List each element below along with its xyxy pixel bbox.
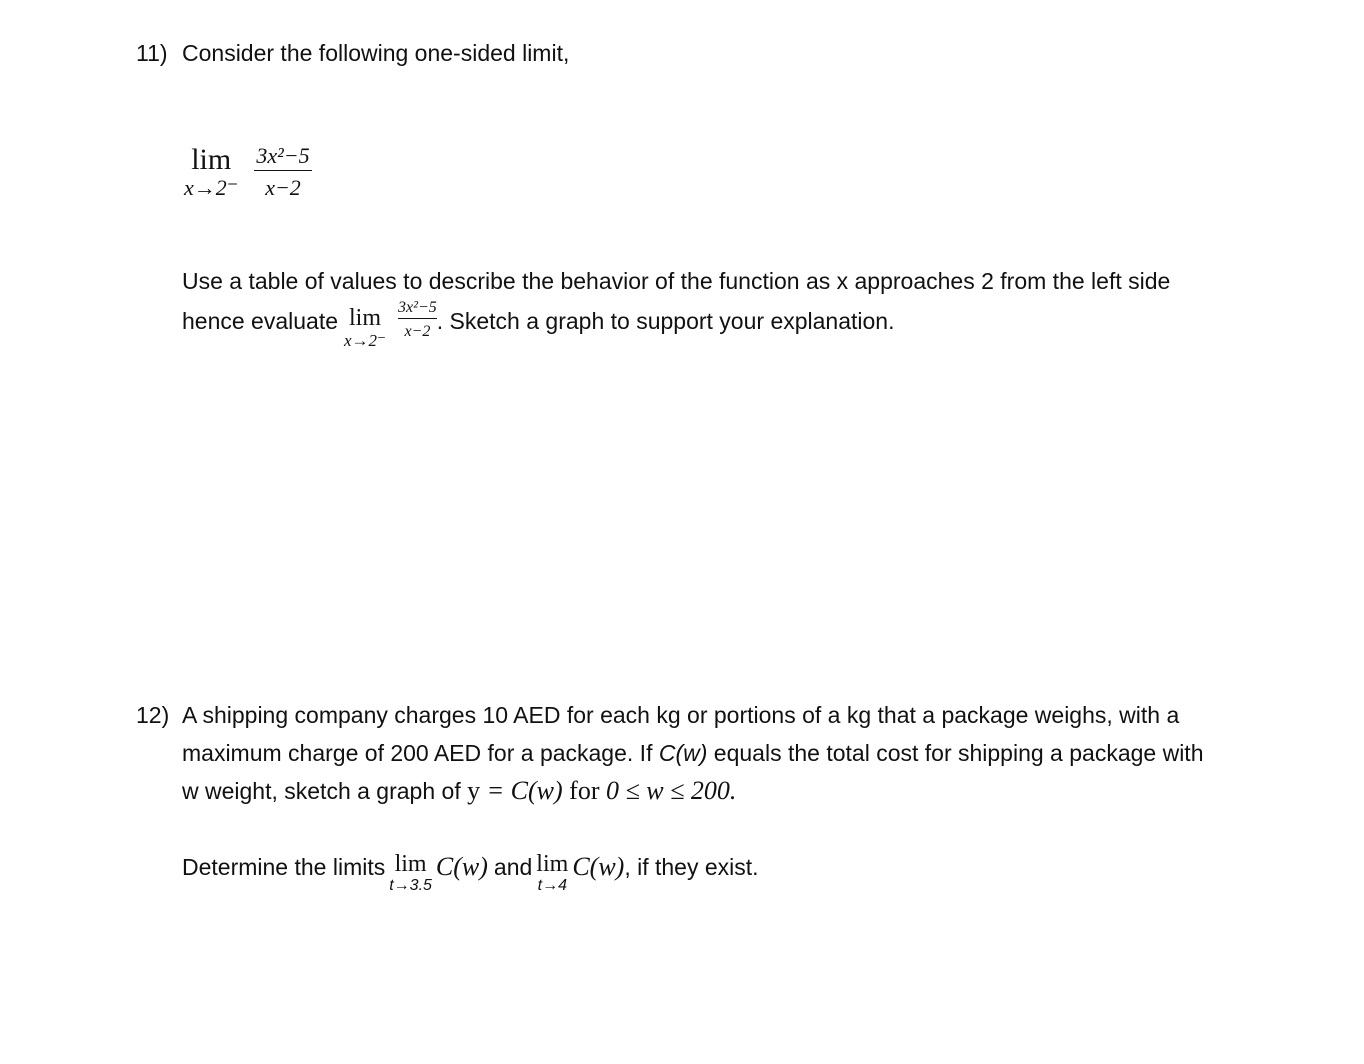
question-12-line2 [182, 740, 1204, 767]
line2-after: equals the total cost for shipping a package with [707, 740, 1204, 766]
limit2-operator [536, 852, 568, 894]
limit1-word: lim [394, 851, 427, 877]
limit1-operator [389, 852, 432, 894]
question-11-description-line2 [182, 298, 895, 350]
limit2-word: lim [536, 851, 569, 877]
question-12-line1: A shipping company charges 10 AED for each kg or portions of a kg that a package weighs, with a [182, 702, 1180, 728]
inline-fraction-numerator: 3x²−5 [398, 298, 437, 316]
inline-limit-fraction [398, 300, 437, 340]
fraction-numerator: 3x²−5 [256, 143, 310, 168]
line3-before: w weight, sketch a graph of [182, 778, 468, 804]
question-11-description-line1: Use a table of values to describe the behavior of the function as x approaches 2 from the left side [182, 268, 1171, 294]
inline-limit-subscript: x→2⁻ [344, 331, 387, 350]
equation-for: for [562, 776, 606, 805]
line4-and: and [493, 853, 533, 880]
question-11-number: 11) [136, 40, 168, 66]
question-12-line4 [182, 846, 759, 894]
line4-before: Determine the limits [182, 853, 386, 880]
fraction-denominator: x−2 [265, 175, 301, 200]
limit2-subscript: t→4 [537, 877, 567, 894]
description-before-text: hence evaluate [182, 308, 339, 334]
limit1-subscript: t→3.5 [389, 877, 432, 894]
question-12-line3 [182, 776, 736, 806]
line4-after: , if they exist. [624, 853, 759, 880]
line2-cost-function: C(w) [658, 740, 708, 766]
description-after-text: . Sketch a graph to support your explanation. [436, 308, 895, 334]
line2-before: maximum charge of 200 AED for a package. If [182, 740, 659, 766]
limit-subscript: x→2⁻ [184, 175, 239, 200]
limit2-expression: C(w) [572, 852, 625, 881]
limit1-expression: C(w) [435, 852, 488, 881]
inline-limit-operator [344, 306, 386, 349]
inline-limit-word: lim [349, 305, 382, 331]
limit-word: lim [191, 143, 232, 176]
limit-operator [184, 145, 238, 199]
equation-rest: = C(w) [480, 776, 563, 805]
equation-range: 0 ≤ w ≤ 200. [605, 776, 737, 805]
equation-y: y [467, 776, 481, 805]
question-11-intro: Consider the following one-sided limit, [182, 40, 570, 66]
limit-expression-display [184, 145, 312, 199]
inline-fraction-denominator: x−2 [404, 322, 431, 340]
limit-fraction [254, 145, 311, 199]
question-12-number: 12) [136, 702, 170, 728]
